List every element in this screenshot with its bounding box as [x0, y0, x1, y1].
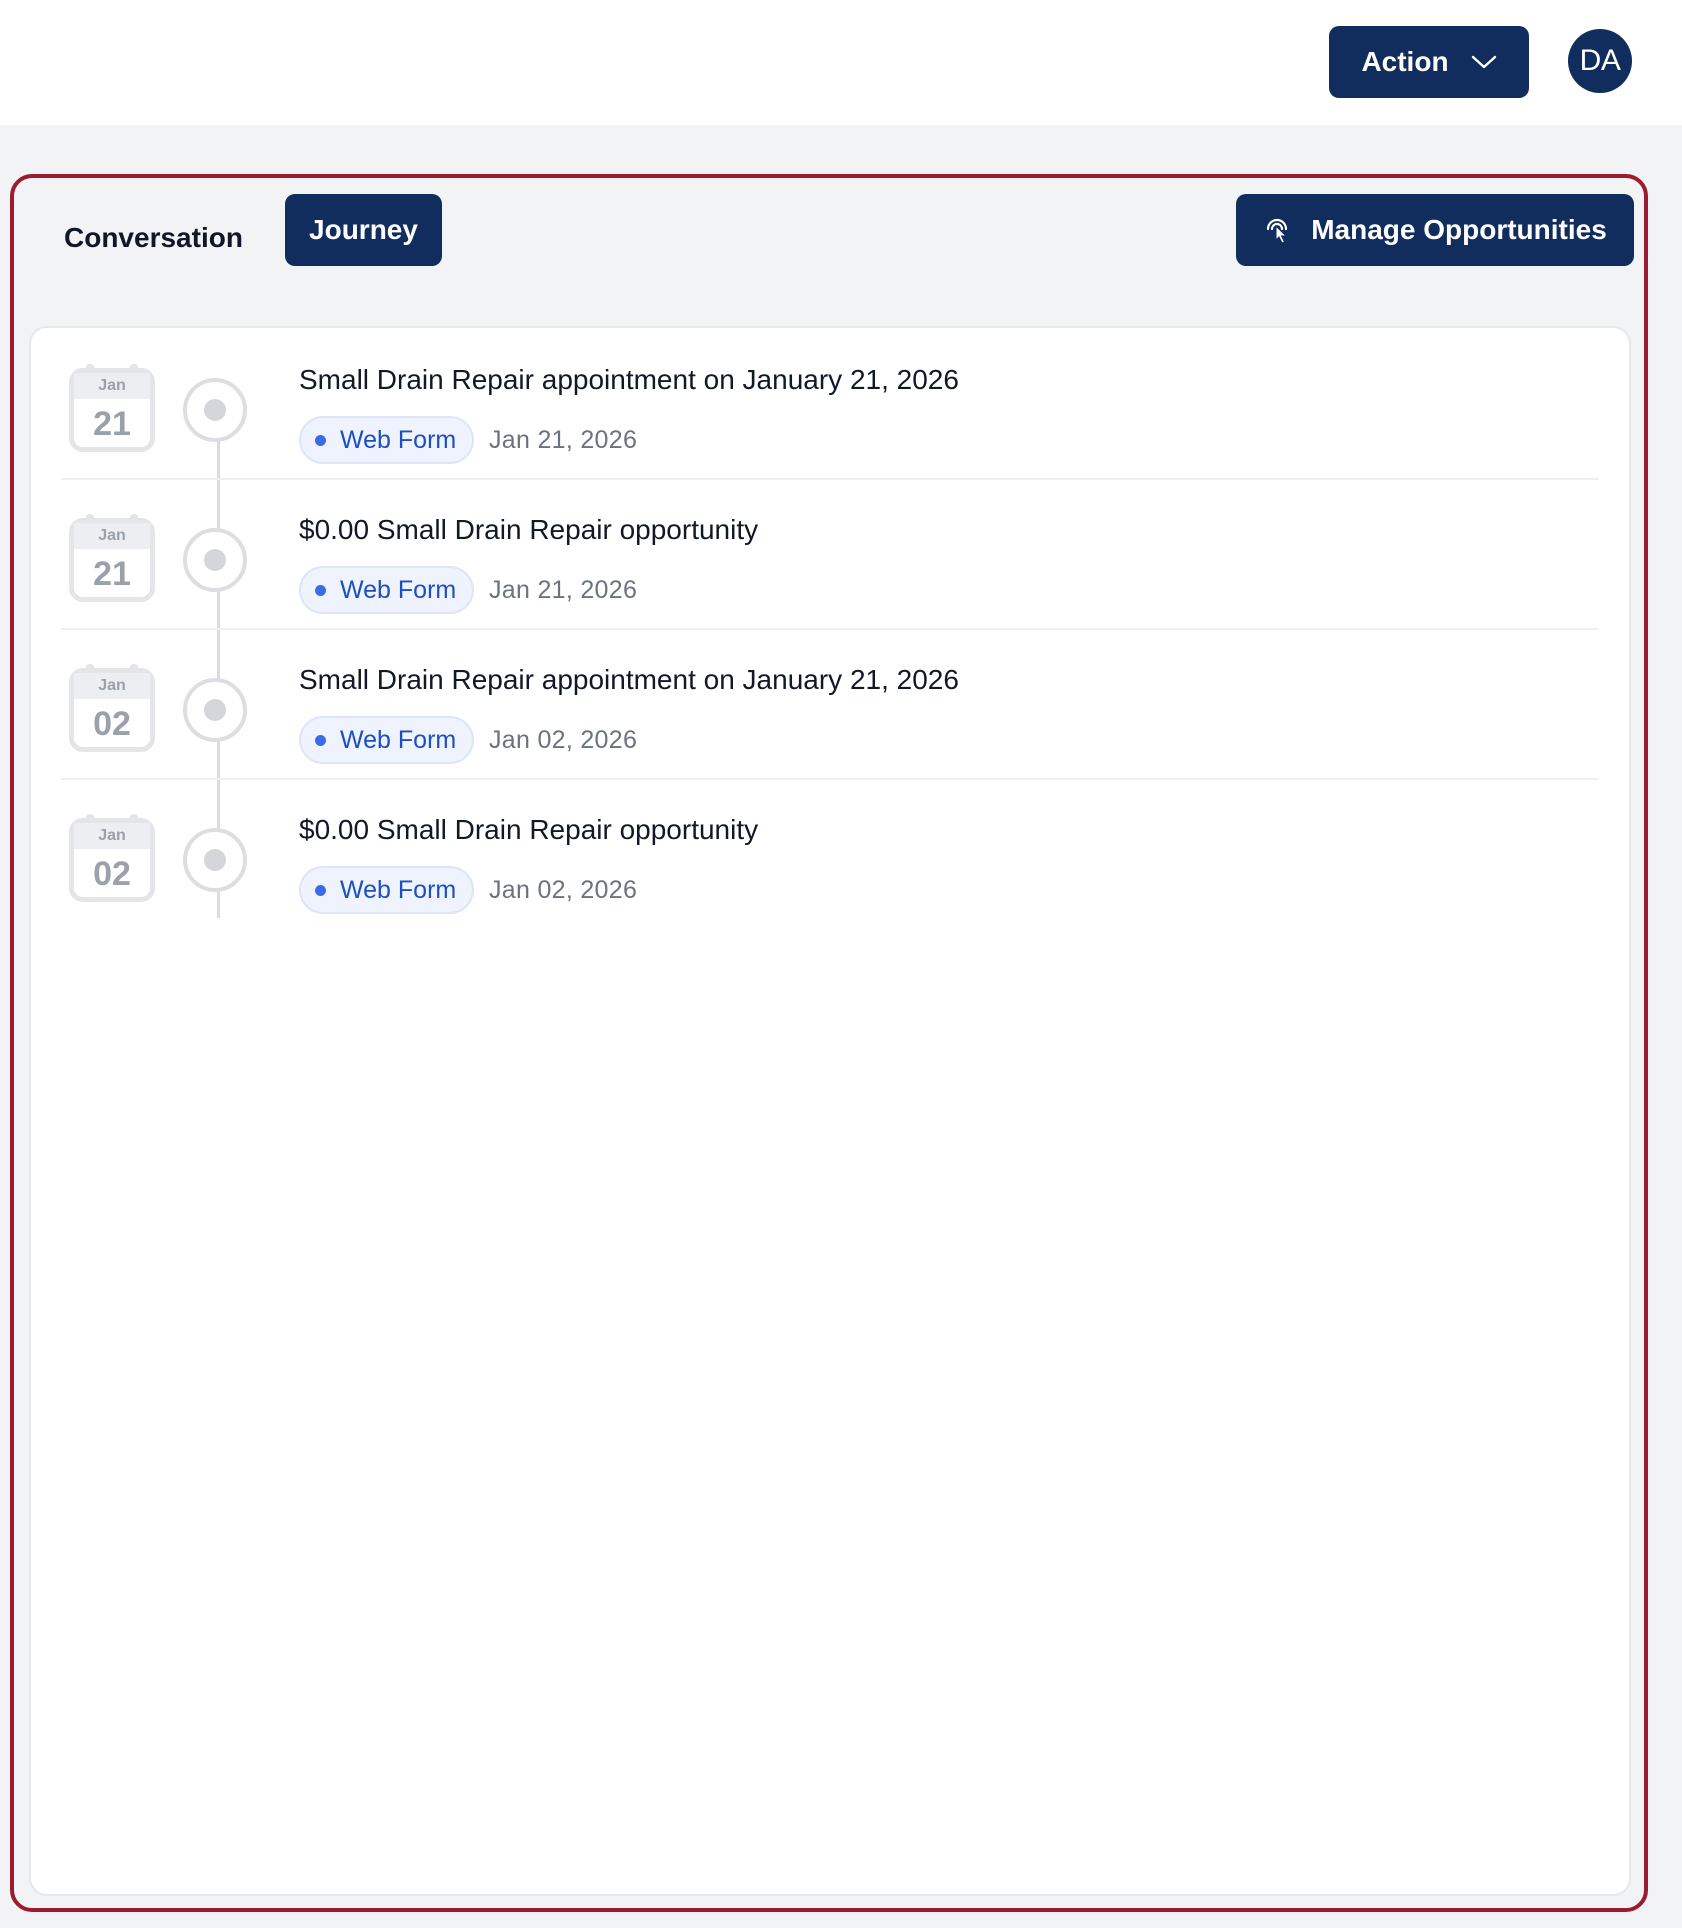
avatar[interactable]: DA	[1568, 29, 1632, 93]
calendar-month: Jan	[74, 523, 150, 549]
source-label: Web Form	[340, 425, 457, 454]
calendar-day: 02	[93, 854, 131, 893]
badge-dot-icon	[315, 435, 326, 446]
calendar-month: Jan	[74, 823, 150, 849]
calendar-icon	[69, 668, 155, 752]
calendar-month: Jan	[74, 373, 150, 399]
calendar-day: 21	[93, 404, 131, 443]
badge-dot-icon	[315, 885, 326, 896]
event-date: Jan 21, 2026	[489, 575, 638, 604]
badge-dot-icon	[315, 585, 326, 596]
tab-conversation[interactable]: Conversation	[64, 222, 243, 253]
calendar-icon	[69, 818, 155, 902]
timeline-item[interactable]	[61, 630, 1599, 780]
timeline-node-icon	[183, 678, 247, 742]
calendar-month: Jan	[74, 673, 150, 699]
event-date: Jan 21, 2026	[489, 425, 638, 454]
badge-dot-icon	[315, 735, 326, 746]
event-title[interactable]: $0.00 Small Drain Repair opportunity	[299, 814, 759, 845]
timeline-item[interactable]	[61, 480, 1599, 630]
event-title[interactable]: Small Drain Repair appointment on January 21, 2026	[299, 364, 959, 395]
source-label: Web Form	[340, 575, 457, 604]
event-title[interactable]: $0.00 Small Drain Repair opportunity	[299, 514, 759, 545]
manage-opportunities-button[interactable]	[1236, 194, 1634, 266]
journey-timeline-card	[29, 326, 1631, 1896]
event-date: Jan 02, 2026	[489, 725, 638, 754]
journey-panel	[10, 174, 1648, 1912]
calendar-day: 21	[93, 554, 131, 593]
manage-opportunities-label: Manage Opportunities	[1311, 214, 1607, 245]
action-button-label: Action	[1361, 46, 1449, 77]
calendar-icon	[69, 368, 155, 452]
top-bar	[0, 0, 1682, 125]
source-badge	[299, 866, 474, 914]
source-badge	[299, 716, 474, 764]
source-badge	[299, 416, 474, 464]
event-title[interactable]: Small Drain Repair appointment on January 21, 2026	[299, 664, 959, 695]
touch-pointer-icon	[1263, 215, 1293, 245]
source-label: Web Form	[340, 725, 457, 754]
tab-journey[interactable]: Journey	[285, 194, 442, 266]
timeline-node-icon	[183, 528, 247, 592]
timeline-item[interactable]	[61, 330, 1599, 480]
timeline-node-icon	[183, 378, 247, 442]
timeline-node-icon	[183, 828, 247, 892]
source-label: Web Form	[340, 875, 457, 904]
source-badge	[299, 566, 474, 614]
calendar-icon	[69, 518, 155, 602]
calendar-day: 02	[93, 704, 131, 743]
timeline-item[interactable]	[61, 780, 1599, 930]
event-date: Jan 02, 2026	[489, 875, 638, 904]
action-button[interactable]	[1329, 26, 1529, 98]
chevron-down-icon	[1471, 54, 1497, 70]
